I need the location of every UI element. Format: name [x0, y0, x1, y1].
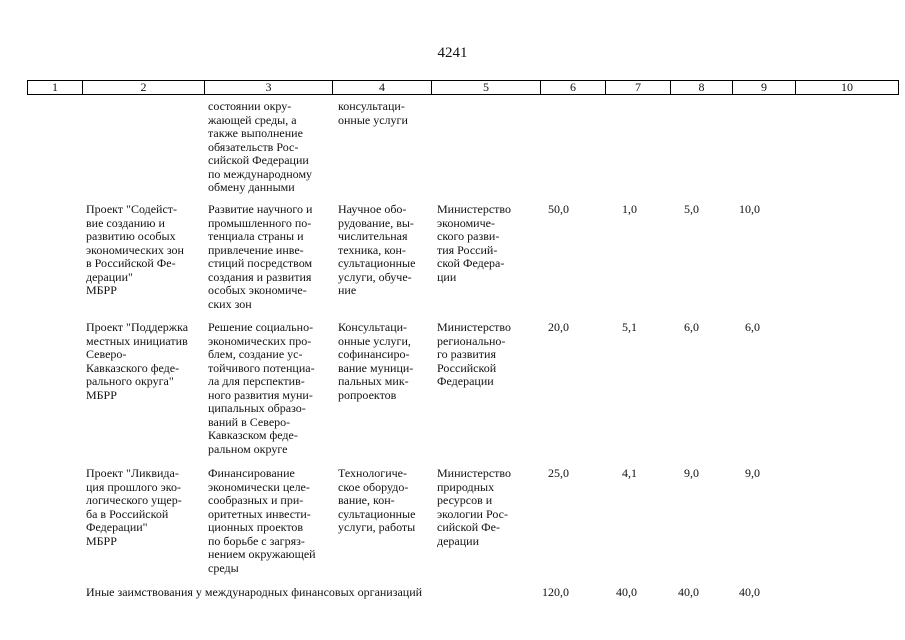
text-line: стиций посредством [208, 256, 313, 270]
text-line: экономических зон [86, 242, 184, 257]
text-line: дерации [437, 533, 480, 548]
total-label: Иные заимствования у международных финансовых организаций [86, 585, 423, 599]
text-line: обязательств Рос- [208, 139, 299, 154]
text-line: ваний в Северо- [208, 414, 291, 429]
text-line: ресурсов и [437, 493, 493, 507]
text-line: ское оборудо- [338, 479, 409, 494]
text-line: Финансирование [208, 466, 295, 480]
text-line: Консультаци- [338, 320, 408, 334]
text-line: местных инициатив [86, 333, 188, 348]
text-line: ципальных образо- [208, 401, 306, 415]
text-line: ских зон [208, 296, 252, 311]
text-line: Проект "Ликвида- [86, 466, 179, 480]
text-line: блем, создание ус- [208, 347, 303, 361]
text-line: среды [208, 560, 239, 575]
text-line: сообразных и при- [208, 493, 304, 507]
column-header-6: 6 [541, 81, 606, 95]
row-2-project [86, 321, 188, 402]
text-line: природных [437, 479, 495, 494]
text-line: обмену данными [208, 180, 295, 194]
row-3-value-6: 25,0 [548, 466, 569, 480]
text-line: тойчивого потенциа- [208, 360, 315, 375]
column-header-2: 2 [83, 81, 205, 95]
text-line: Проект "Поддержка [86, 320, 189, 334]
page-number: 4241 [437, 45, 468, 61]
text-line: экономиче- [437, 215, 495, 230]
text-line: Федерации [437, 374, 494, 388]
text-line: оритетных инвести- [208, 506, 311, 521]
row-1-purpose [208, 203, 312, 311]
text-line: Научное обо- [338, 202, 407, 216]
text-line: экономических про- [208, 333, 312, 348]
text-line: также выполнение [208, 126, 303, 140]
text-line: по международному [208, 166, 313, 181]
text-line: развитию особых [86, 229, 176, 243]
text-line: рального округа" [86, 374, 174, 388]
text-line: Развитие научного и [208, 202, 313, 216]
text-line: Министерство [437, 466, 511, 480]
text-line: нением окружающей [208, 547, 316, 561]
text-line: Федерации" [86, 520, 148, 534]
row-1-value-8: 5,0 [684, 202, 699, 216]
column-header-7: 7 [606, 81, 671, 95]
text-line: вание муници- [338, 360, 414, 375]
text-line: ла для перспектив- [208, 374, 305, 388]
text-line: ской Федера- [437, 256, 505, 270]
total-value-6: 120,0 [542, 585, 569, 599]
total-value-9: 40,0 [739, 585, 760, 599]
row-3-value-9: 9,0 [745, 466, 760, 480]
text-line: ба в Российской [86, 506, 169, 521]
row-2-purpose [208, 321, 315, 456]
text-line: тенциала страны и [208, 229, 304, 243]
continuation-col4 [338, 100, 408, 127]
text-line: ции [437, 269, 457, 284]
text-line: пальных мик- [338, 374, 409, 388]
text-line: привлечение инве- [208, 242, 304, 257]
text-line: ционных проектов [208, 520, 304, 534]
text-line: создания и развития [208, 269, 312, 284]
text-line: онные услуги [338, 112, 408, 127]
text-line: ропроектов [338, 387, 397, 402]
text-line: сийской Фе- [437, 520, 500, 534]
text-line: регионально- [437, 333, 506, 348]
text-line: вие созданию и [86, 215, 165, 230]
total-value-7: 40,0 [616, 585, 637, 599]
text-line: Северо- [86, 347, 127, 361]
text-line: услуги, работы [338, 520, 416, 534]
text-line: по борьбе с загряз- [208, 533, 305, 548]
text-line: Технологиче- [338, 466, 407, 480]
text-line: сультационные [338, 256, 416, 270]
text-line: в Российской Фе- [86, 256, 176, 270]
column-header-10: 10 [796, 81, 899, 95]
row-1-value-6: 50,0 [548, 202, 569, 216]
row-1-project [86, 203, 184, 298]
text-line: промышленного по- [208, 215, 312, 230]
text-line: ного развития муни- [208, 387, 313, 402]
column-header-4: 4 [333, 81, 432, 95]
text-line: ние [338, 283, 357, 297]
text-line: Решение социально- [208, 320, 314, 334]
total-value-8: 40,0 [678, 585, 699, 599]
row-2-value-9: 6,0 [745, 320, 760, 334]
text-line: софинансиро- [338, 347, 410, 361]
text-line: логического ущер- [86, 493, 182, 507]
text-line: Проект "Содейст- [86, 202, 178, 216]
text-line: консультаци- [338, 99, 405, 113]
row-3-goods [338, 467, 415, 535]
row-3-value-7: 4,1 [622, 466, 637, 480]
text-line: МБРР [86, 533, 117, 548]
column-header-9: 9 [733, 81, 796, 95]
text-line: дерации" [86, 269, 133, 284]
row-1-goods [338, 203, 415, 298]
text-line: сийской Федерации [208, 153, 309, 167]
text-line: Российской [437, 360, 497, 375]
text-line: сультационные [338, 506, 416, 521]
column-header-8: 8 [671, 81, 733, 95]
row-2-goods [338, 321, 413, 402]
column-header-1: 1 [28, 81, 83, 95]
text-line: ральном округе [208, 441, 288, 456]
text-line: состоянии окру- [208, 99, 292, 113]
column-header-3: 3 [205, 81, 333, 95]
row-3-project [86, 467, 182, 548]
row-1-value-9: 10,0 [739, 202, 760, 216]
text-line: числительная [338, 229, 408, 243]
text-line: Министерство [437, 202, 511, 216]
text-line: МБРР [86, 387, 117, 402]
text-line: экономически целе- [208, 479, 310, 494]
row-3-value-8: 9,0 [684, 466, 699, 480]
text-line: вание, кон- [338, 493, 395, 507]
row-3-ministry [437, 467, 511, 548]
text-line: Кавказском феде- [208, 428, 298, 442]
continuation-col3 [208, 100, 312, 195]
text-line: рудование, вы- [338, 215, 414, 230]
row-3-purpose [208, 467, 316, 575]
text-line: услуги, обуче- [338, 269, 412, 284]
text-line: Кавказского феде- [86, 360, 180, 375]
text-line: особых экономиче- [208, 283, 307, 297]
text-line: онные услуги, [338, 333, 411, 348]
text-line: ция прошлого эко- [86, 479, 182, 494]
text-line: ского разви- [437, 229, 500, 243]
row-2-ministry [437, 321, 511, 389]
row-2-value-7: 5,1 [622, 320, 637, 334]
text-line: Министерство [437, 320, 511, 334]
text-line: жающей среды, а [208, 112, 297, 127]
row-2-value-8: 6,0 [684, 320, 699, 334]
text-line: го развития [437, 347, 496, 361]
column-header-5: 5 [432, 81, 541, 95]
row-1-ministry [437, 203, 511, 284]
text-line: техника, кон- [338, 242, 406, 257]
text-line: экологии Рос- [437, 506, 508, 521]
text-line: тия Россий- [437, 242, 498, 257]
column-header-row [27, 80, 899, 95]
row-1-value-7: 1,0 [622, 202, 637, 216]
row-2-value-6: 20,0 [548, 320, 569, 334]
text-line: МБРР [86, 283, 117, 297]
